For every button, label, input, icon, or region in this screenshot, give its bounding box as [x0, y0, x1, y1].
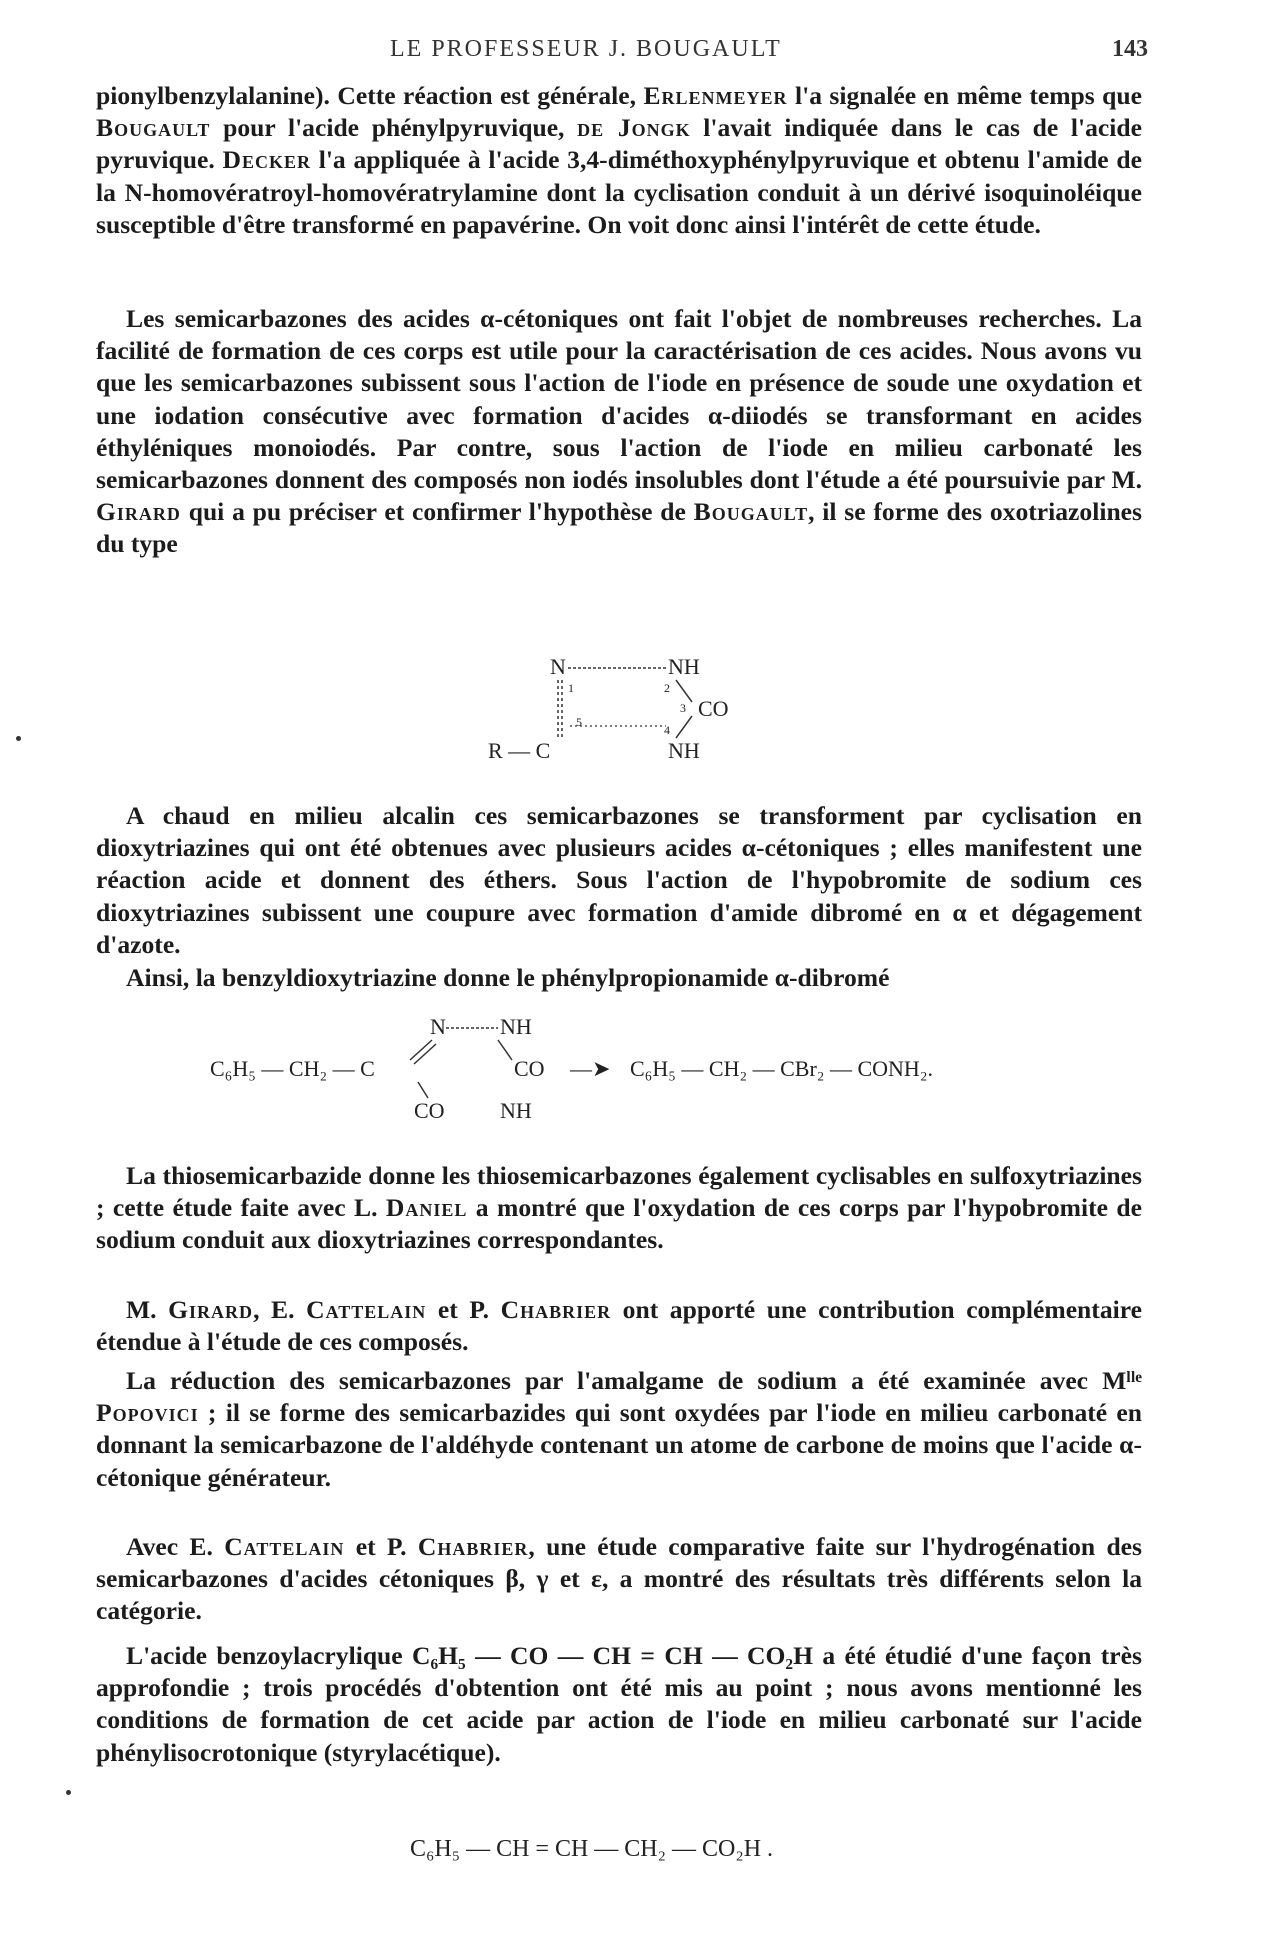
paragraph-1 [96, 80, 1142, 241]
author-name: Decker [222, 145, 311, 175]
running-title: LE PROFESSEUR J. BOUGAULT [390, 36, 782, 62]
text-run: ont apporté une contribution complémentaire étendue à l'étude de ces composés. [96, 1295, 1142, 1357]
ring-number: 2 [664, 681, 670, 695]
paragraph-9-text: L'acide benzoylacrylique C₆H₅ — CO — CH = CH — CO₂H a été étudié d'une façon très approfondie ; trois procédés d'obtention ont été mis au point ; nous avons mentionné les conditions de formation de cet acide par action de l'iode en milieu carbonaté sur l'acide phénylisocrotonique (styrylacétique). [96, 1641, 1142, 1767]
oxotriazoline-structure [470, 650, 770, 780]
nh-bottom: NH [500, 1098, 532, 1123]
author-name: Girard [96, 497, 181, 527]
co-bottom: CO [414, 1098, 445, 1123]
paragraph-9 [96, 1640, 1142, 1769]
dioxytriazine-reaction [210, 1010, 1050, 1130]
nh-top: NH [668, 654, 700, 679]
product-chain: C₆H₅ — CH₂ — CBr₂ — CONH₂. [630, 1056, 933, 1081]
text-run: La réduction des semicarbazones par l'amalgame de sodium a été examinée avec Mˡˡᵉ [126, 1366, 1142, 1395]
reactant-chain: C₆H₅ — CH₂ — C [210, 1056, 375, 1081]
text-run: l'avait indiquée dans le cas de l'acide pyruvique. [96, 113, 1142, 175]
print-speck [66, 1790, 71, 1795]
paragraph-6-text [96, 1294, 1142, 1358]
author-name: de Jongk [577, 113, 691, 143]
reaction-arrow: —➤ [570, 1056, 611, 1081]
text-run: l'a signalée en même temps que [787, 81, 1142, 110]
paragraph-3-text: A chaud en milieu alcalin ces semicarbazones se transforment par cyclisation en dioxytriazines qui ont été obtenues avec plusieurs acides α-cétoniques ; elles manifestent une réaction acide et donnent des éthers. Sous l'action de l'hypobromite de sodium ces dioxytriazines subissent une coupure avec formation d'amide dibromé en α et dégagement d'azote. [96, 801, 1142, 959]
paragraph-7 [96, 1365, 1142, 1494]
page-header [0, 30, 1272, 70]
author-name: Cattelain [306, 1295, 427, 1324]
bond-line [676, 680, 692, 702]
page-number: 143 [1112, 36, 1148, 62]
paragraph-8-text [96, 1531, 1142, 1628]
paragraph-1-text [96, 80, 1142, 241]
text-run: Avec E. [126, 1532, 225, 1561]
text-run: , il se forme des oxotriazolines du type [96, 497, 1142, 559]
bond-line [498, 1040, 512, 1060]
print-speck [16, 736, 21, 741]
author-name: Daniel [385, 1193, 468, 1223]
text-run: ; il se forme des semicarbazides qui sont oxydées par l'iode en milieu carbonaté en donnant la semicarbazone de l'aldéhyde contenant un atome de carbone de moins que l'acide α-cétonique générateur. [96, 1398, 1142, 1492]
paragraph-5-text [96, 1160, 1142, 1257]
rc-group: R — C [488, 738, 551, 763]
text-run: l'a appliquée à l'acide 3,4-diméthoxyphénylpyruvique et obtenu l'amide de la N-homovératroyl-homovératrylamine dont la cyclisation conduit à un dérivé isoquinoléique susceptible d'être transformé en papavérine. On voit donc ainsi l'intérêt de cette étude. [96, 145, 1142, 239]
co-group: CO [698, 696, 729, 721]
text-run: et P. [426, 1295, 501, 1324]
text-run: et P. [344, 1532, 418, 1561]
styrylacetic-formula: C₆H₅ — CH = CH — CH₂ — CO₂H . [410, 1836, 774, 1862]
co-right: CO [514, 1056, 545, 1081]
bond-line [418, 1082, 428, 1098]
ring-number: 5 [576, 715, 582, 729]
text-run: M. [126, 1295, 169, 1324]
text-run: pionylbenzylalanine). Cette réaction est générale, [96, 81, 644, 110]
nh-top: NH [500, 1014, 532, 1039]
paragraph-8 [96, 1531, 1142, 1628]
author-name: Bougault [693, 497, 809, 527]
paragraph-4 [96, 962, 1142, 994]
paragraph-2-text [96, 303, 1142, 561]
text-run: La thiosemicarbazide donne les thiosemicarbazones également cyclisables en sulfoxytriazines ; cette étude faite avec L. [96, 1161, 1142, 1223]
text-run: a montré que l'oxydation de ces corps par l'hypobromite de sodium conduit aux dioxytriazines correspondantes. [96, 1193, 1142, 1255]
author-name: Chabrier [417, 1532, 529, 1561]
n-atom: N [430, 1014, 446, 1039]
text-run: , une étude comparative faite sur l'hydrogénation des semicarbazones d'acides cétoniques β, γ et ε, a montré des résultats très différents selon la catégorie. [96, 1532, 1142, 1626]
n-atom: N [550, 654, 566, 679]
text-run: qui a pu préciser et confirmer l'hypothèse de [180, 497, 694, 527]
author-name: Popovici [96, 1398, 199, 1428]
author-name: Chabrier [500, 1295, 612, 1324]
author-name: Erlenmeyer [643, 81, 788, 110]
text-run: Les semicarbazones des acides α-cétoniques ont fait l'objet de nombreuses recherches. La facilité de formation de ces corps est utile pour la caractérisation de ces acides. Nous avons vu que les semicarbazones subissent sous l'action de l'iode en présence de soude une oxydation et une iodation consécutive avec formation d'acides α-diiodés se transformant en acides éthyléniques monoiodés. Par contre, sous l'action de l'iode en milieu carbonaté les semicarbazones donnent des composés non iodés insolubles dont l'étude a été poursuivie par M. [96, 304, 1142, 495]
paragraph-6 [96, 1294, 1142, 1358]
ring-number: 1 [568, 681, 574, 695]
paragraph-2 [96, 303, 1142, 561]
author-name: Cattelain [224, 1532, 345, 1561]
nh-bottom: NH [668, 738, 700, 763]
ring-number: 3 [680, 701, 686, 715]
ring-number: 4 [664, 723, 670, 737]
author-name: Girard [168, 1295, 254, 1324]
bond-line [676, 716, 692, 738]
paragraph-5 [96, 1160, 1142, 1257]
text-run: , E. [253, 1295, 307, 1324]
paragraph-7-text [96, 1365, 1142, 1494]
paragraph-3 [96, 800, 1142, 961]
author-name: Bougault [96, 113, 211, 143]
paragraph-4-text: Ainsi, la benzyldioxytriazine donne le phénylpropionamide α-dibromé [126, 963, 890, 992]
text-run: pour l'acide phénylpyruvique, [210, 113, 578, 143]
